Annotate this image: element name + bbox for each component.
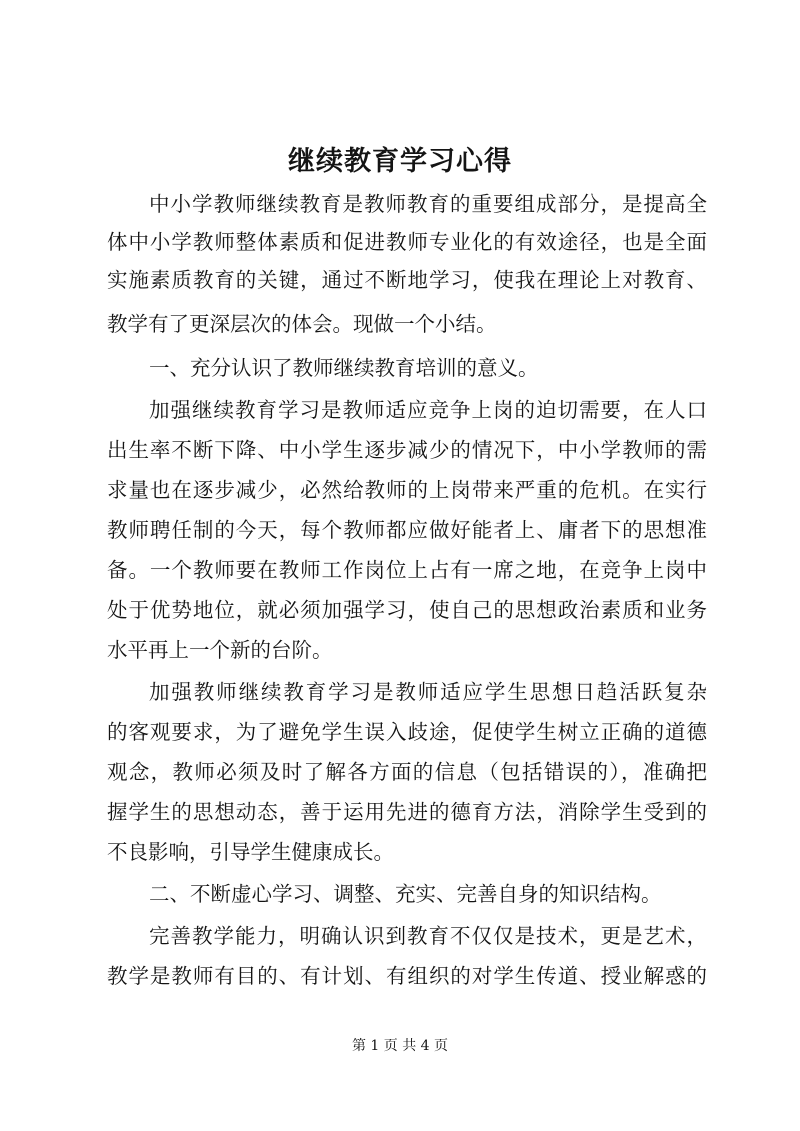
text-line: 不良影响，引导学生健康成长。 <box>107 840 394 864</box>
text-line: 教师聘任制的今天，每个教师都应做好能者上、庸者下的思想准 <box>107 518 707 542</box>
page-title: 继续教育学习心得 <box>288 146 512 177</box>
text-line: 体中小学教师整体素质和促进教师专业化的有效途径，也是全面 <box>107 230 707 254</box>
section-heading: 一、充分认识了教师继续教育培训的意义。 <box>149 356 539 380</box>
text-line: 加强继续教育学习是教师适应竞争上岗的迫切需要，在人口 <box>149 398 707 422</box>
text-line: 实施素质教育的关键，通过不断地学习，使我在理论上对教育、 <box>107 268 707 292</box>
section-heading: 二、不断虚心学习、调整、充实、完善自身的知识结构。 <box>149 882 662 906</box>
text-line: 中小学教师继续教育是教师教育的重要组成部分，是提高全 <box>149 192 707 216</box>
text-line: 教学有了更深层次的体会。现做一个小结。 <box>107 312 497 336</box>
text-line: 加强教师继续教育学习是教师适应学生思想日趋活跃复杂 <box>149 680 707 704</box>
text-line: 完善教学能力，明确认识到教育不仅仅是技术，更是艺术， <box>149 924 707 948</box>
text-line: 处于优势地位，就必须加强学习，使自己的思想政治素质和业务 <box>107 598 707 622</box>
text-line: 握学生的思想动态，善于运用先进的德育方法，消除学生受到的 <box>107 800 707 824</box>
text-line: 水平再上一个新的台阶。 <box>107 638 333 662</box>
text-line: 求量也在逐步减少，必然给教师的上岗带来严重的危机。在实行 <box>107 478 707 502</box>
text-line: 教学是教师有目的、有计划、有组织的对学生传道、授业解惑的 <box>107 964 707 988</box>
text-line: 观念，教师必须及时了解各方面的信息（包括错误的），准确把 <box>107 760 707 784</box>
page-indicator: 第 1 页 共 4 页 <box>351 1038 449 1054</box>
text-line: 备。一个教师要在教师工作岗位上占有一席之地，在竞争上岗中 <box>107 558 707 582</box>
text-line: 的客观要求，为了避免学生误入歧途，促使学生树立正确的道德 <box>107 720 707 744</box>
text-line: 出生率不断下降、中小学生逐步减少的情况下，中小学教师的需 <box>107 438 707 462</box>
